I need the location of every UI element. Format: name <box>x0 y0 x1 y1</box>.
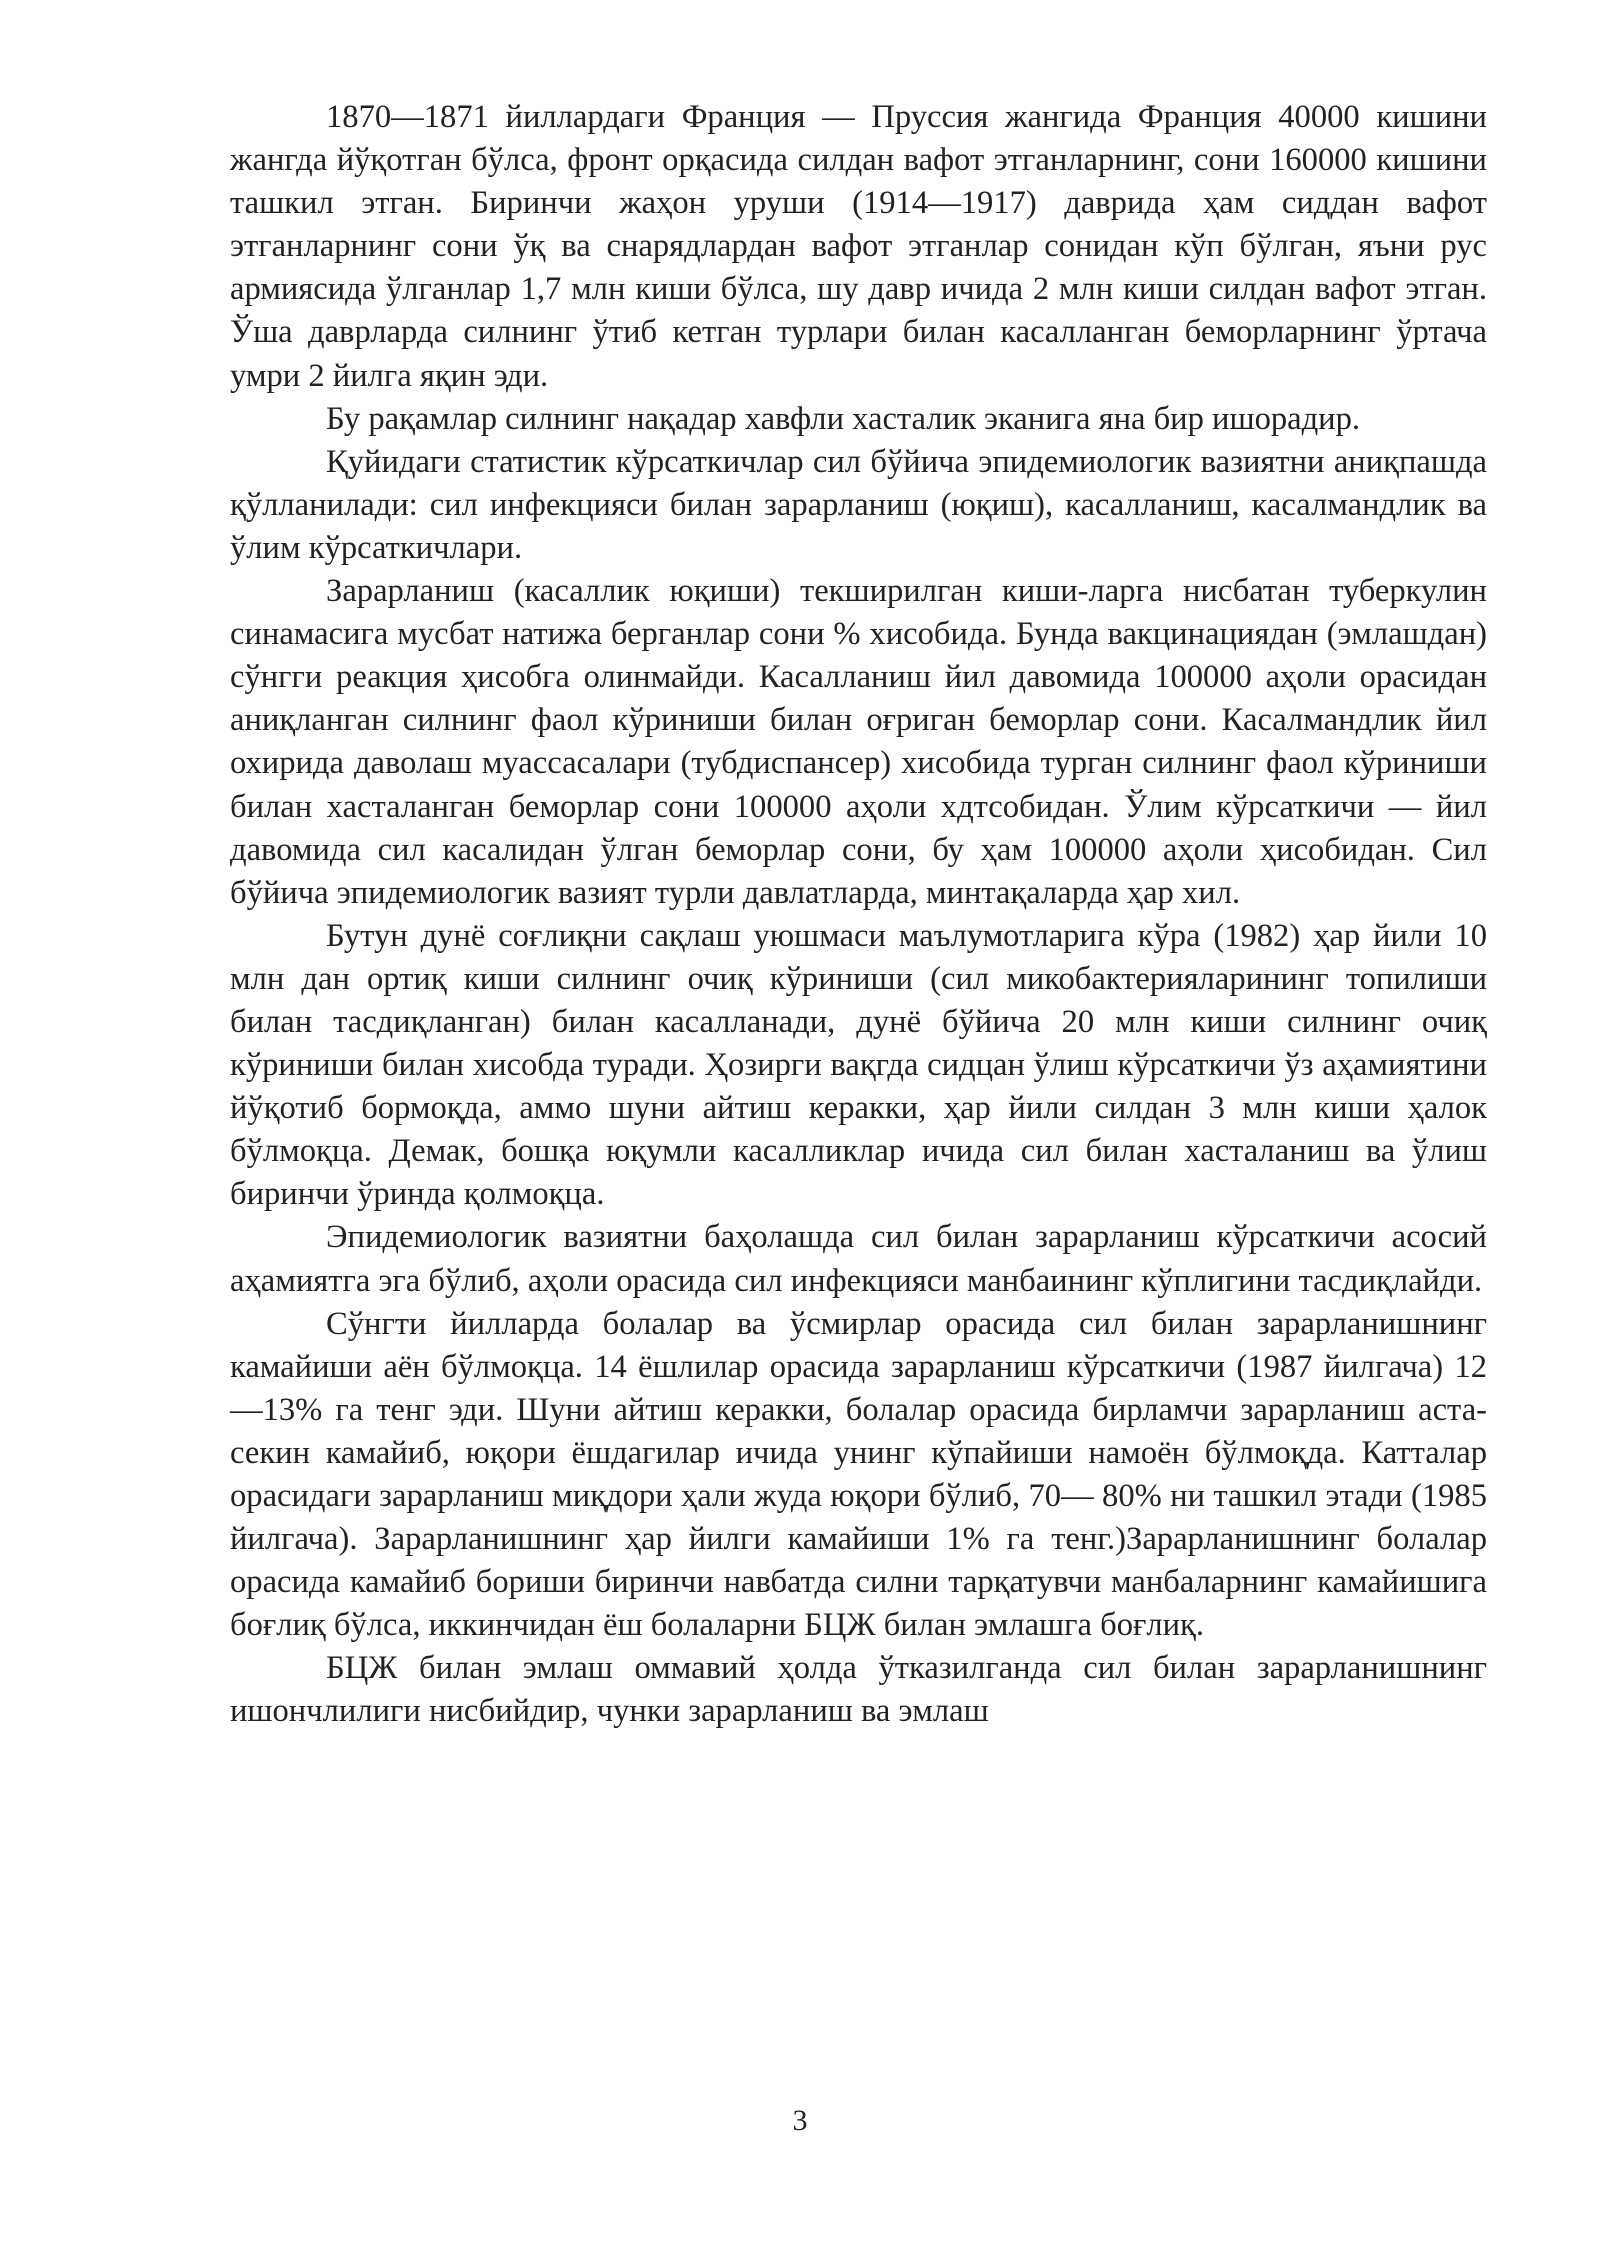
paragraph-3: Қуйидаги статистик кўрсаткичлар сил бўйича эпидемиологик вазиятни аниқпашда қўлланилади: сил инфекцияси билан зарарланиш (юқиш), касалланиш, касалмандлик ва ўлим кўрсаткичлари. <box>230 443 1487 566</box>
paragraph-4: Зарарланиш (касаллик юқиши) текширилган киши-ларга нисбатан туберкулин синамасига мусбат натижа берганлар сони % хисобида. Бунда вакцинациядан (эмлашдан) сўнгги реакция ҳисобга олинмайди. Касалланиш йил давомида 100000 аҳоли орасидан аниқланган силнинг фаол кўриниши билан оғриган беморлар сони. Касалмандлик йил охирида даволаш муассасалари (тубдиспансер) хисобида турган силнинг фаол кўриниши билан хасталанган беморлар сони 100000 аҳоли хдтсобидан. Ўлим кўрсаткичи — йил давомида сил касалидан ўлган беморлар сони, бу ҳам 100000 аҳоли ҳисобидан. Сил бўйича эпидемиологик вазият турли давлатларда, минтақаларда ҳар хил. <box>230 573 1487 911</box>
document-page <box>230 96 1487 1734</box>
paragraph-7: Сўнгти йилларда болалар ва ўсмирлар орасида сил билан зарарланишнинг камайиши аён бўлмоқца. 14 ёшлилар орасида зарарланиш кўрсаткичи (1987 йилгача) 12—13% га тенг эди. Шуни айтиш керакки, болалар орасида бирламчи зарарланиш аста-секин камайиб, юқори ёшдагилар ичида унинг кўпайиши намоён бўлмоқда. Катталар орасидаги зарарланиш миқдори ҳали жуда юқори бўлиб, 70— 80% ни ташкил этади (1985 йилгача). Зарарланишнинг ҳар йилги камайиши 1% га тенг.)Зарарланишнинг болалар орасида камайиб бориши биринчи навбатда силни тарқатувчи манбаларнинг камайишига боғлиқ бўлса, иккинчидан ёш болаларни БЦЖ билан эмлашга боғлиқ. <box>230 1305 1487 1644</box>
paragraph-1: 1870—1871 йиллардаги Франция — Пруссия жангида Франция 40000 кишини жангда йўқотган бўлса, фронт орқасида силдан вафот этганларнинг, сони 160000 кишини ташкил этган. Биринчи жаҳон уруши (1914—1917) даврида ҳам сиддан вафот этганларнинг сони ўқ ва снарядлардан вафот этганлар сонидан кўп бўлган, яъни рус армиясида ўлганлар 1,7 млн киши бўлса, шу давр ичида 2 млн киши силдан вафот этган. Ўша даврларда силнинг ўтиб кетган турлари билан касалланган беморларнинг ўртача умри 2 йилга яқин эди. <box>230 99 1487 394</box>
paragraph-6: Эпидемиологик вазиятни баҳолашда сил билан зарарланиш кўрсаткичи асосий аҳамиятга эга бўлиб, аҳоли орасида сил инфекцияси манбаининг кўплигини тасдиқлайди. <box>230 1219 1487 1299</box>
page-number: 3 <box>792 2104 808 2137</box>
paragraph-2: Бу рақамлар силнинг нақадар хавфли хасталик эканига яна бир ишорадир. <box>326 400 1361 437</box>
paragraph-5: Бутун дунё соғлиқни сақлаш уюшмаси маълумотларига кўра (1982) ҳар йили 10 млн дан ортиқ киши силнинг очиқ кўриниши (сил микобактерияларининг топилиши билан тасдиқланган) билан касалланади, дунё бўйича 20 млн киши силнинг очиқ кўриниши билан хисобда туради. Ҳозирги вақгда сидцан ўлиш кўрсаткичи ўз аҳамиятини йўқотиб бормоқда, аммо шуни айтиш керакки, ҳар йили силдан 3 млн киши ҳалок бўлмоқца. Демак, бошқа юқумли касалликлар ичида сил билан хасталаниш ва ўлиш биринчи ўринда қолмоқца. <box>230 917 1487 1213</box>
paragraph-8: БЦЖ билан эмлаш оммавий ҳолда ўтказилганда сил билан зарарланишнинг ишончлилиги нисбийдир, чунки зарарланиш ва эмлаш <box>230 1650 1487 1730</box>
